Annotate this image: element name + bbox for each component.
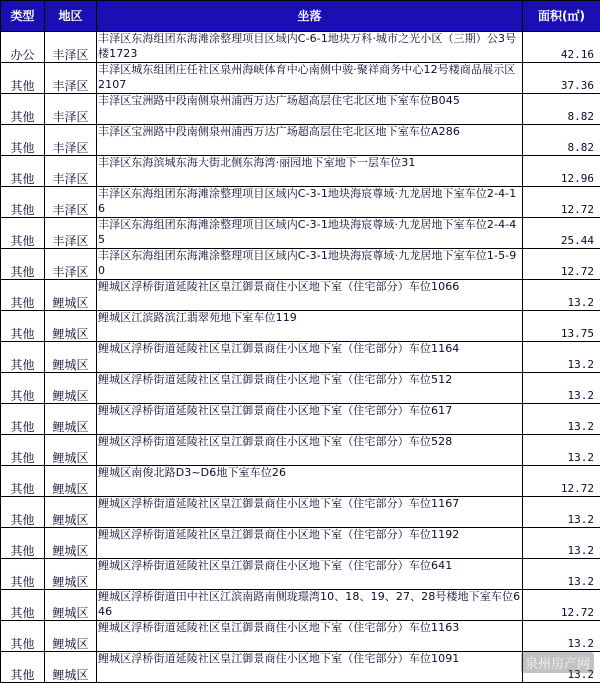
table-row [1,249,600,280]
table-row [1,342,600,373]
cell-area: 13.2 [523,342,600,373]
cell-area: 12.72 [523,590,600,621]
cell-district: 鲤城区 [45,280,97,311]
cell-district: 鲤城区 [45,559,97,590]
cell-area: 13.2 [523,621,600,652]
table-row [1,32,600,63]
cell-district: 丰泽区 [45,156,97,187]
cell-district: 丰泽区 [45,32,97,63]
cell-type: 其他 [1,125,45,156]
cell-location: 鲤城区浮桥街道延陵社区皇江御景商住小区地下室（住宅部分）车位1163 [97,621,523,652]
cell-location: 鲤城区浮桥街道延陵社区皇江御景商住小区地下室（住宅部分）车位1167 [97,497,523,528]
cell-location: 丰泽区东海组团东海滩涂整理项目区域内C-6-1地块万科·城市之光小区（三期）公3号楼1723 [97,32,523,63]
cell-area: 13.2 [523,373,600,404]
table-row [1,590,600,621]
cell-type: 其他 [1,559,45,590]
cell-type: 其他 [1,590,45,621]
cell-district: 丰泽区 [45,63,97,94]
cell-district: 鲤城区 [45,621,97,652]
cell-type: 其他 [1,466,45,497]
cell-location: 鲤城区浮桥街道延陵社区皇江御景商住小区地下室（住宅部分）车位641 [97,559,523,590]
table-row [1,218,600,249]
cell-location: 鲤城区浮桥街道延陵社区皇江御景商住小区地下室（住宅部分）车位1091 [97,652,523,683]
table-row [1,156,600,187]
cell-location: 丰泽区宝洲路中段南侧泉州浦西万达广场超高层住宅北区地下室车位A286 [97,125,523,156]
cell-district: 鲤城区 [45,652,97,683]
cell-district: 鲤城区 [45,590,97,621]
cell-district: 丰泽区 [45,218,97,249]
cell-area: 42.16 [523,32,600,63]
table-row [1,528,600,559]
table-row [1,435,600,466]
cell-district: 鲤城区 [45,342,97,373]
header-district: 地区 [45,1,97,32]
cell-district: 鲤城区 [45,373,97,404]
cell-location: 鲤城区浮桥街道延陵社区皇江御景商住小区地下室（住宅部分）车位1192 [97,528,523,559]
cell-location: 鲤城区浮桥街道田中社区江滨南路南侧珑璟湾10、18、19、27、28号楼地下室车位646 [97,590,523,621]
cell-type: 其他 [1,497,45,528]
cell-district: 丰泽区 [45,125,97,156]
cell-type: 其他 [1,94,45,125]
cell-district: 鲤城区 [45,311,97,342]
cell-type: 其他 [1,280,45,311]
cell-type: 其他 [1,218,45,249]
cell-district: 鲤城区 [45,404,97,435]
cell-area: 8.82 [523,94,600,125]
table-row [1,404,600,435]
cell-area: 13.2 [523,280,600,311]
cell-district: 鲤城区 [45,497,97,528]
cell-location: 丰泽区东海组团东海滩涂整理项目区域内C-3-1地块海宸尊域·九龙居地下室车位2-4-16 [97,187,523,218]
cell-location: 丰泽区东海组团东海滩涂整理项目区域内C-3-1地块海宸尊域·九龙居地下室车位1-5-90 [97,249,523,280]
cell-location: 鲤城区浮桥街道延陵社区皇江御景商住小区地下室（住宅部分）车位512 [97,373,523,404]
table-row [1,466,600,497]
cell-type: 其他 [1,621,45,652]
cell-type: 其他 [1,652,45,683]
cell-area: 13.75 [523,311,600,342]
header-area: 面积(㎡) [523,1,600,32]
cell-location: 鲤城区南俊北路D3~D6地下室车位26 [97,466,523,497]
cell-location: 丰泽区城东组团庄任社区泉州海峡体育中心南侧中骏·聚祥商务中心12号楼商品展示区2107 [97,63,523,94]
cell-location: 鲤城区浮桥街道延陵社区皇江御景商住小区地下室（住宅部分）车位1066 [97,280,523,311]
cell-type: 其他 [1,528,45,559]
table-row [1,311,600,342]
table-row [1,559,600,590]
cell-area: 8.82 [523,125,600,156]
table-row [1,94,600,125]
cell-district: 丰泽区 [45,187,97,218]
table-row [1,187,600,218]
table-row [1,621,600,652]
cell-location: 鲤城区浮桥街道延陵社区皇江御景商住小区地下室（住宅部分）车位528 [97,435,523,466]
cell-type: 其他 [1,156,45,187]
cell-type: 其他 [1,187,45,218]
cell-district: 鲤城区 [45,435,97,466]
cell-area: 13.2 [523,652,600,683]
cell-type: 其他 [1,404,45,435]
cell-area: 13.2 [523,435,600,466]
cell-area: 12.72 [523,466,600,497]
cell-location: 丰泽区宝洲路中段南侧泉州浦西万达广场超高层住宅北区地下室车位B045 [97,94,523,125]
cell-type: 其他 [1,311,45,342]
cell-type: 办公 [1,32,45,63]
cell-type: 其他 [1,249,45,280]
cell-area: 12.72 [523,187,600,218]
header-location: 坐落 [97,1,523,32]
cell-type: 其他 [1,342,45,373]
cell-district: 鲤城区 [45,466,97,497]
table-row [1,63,600,94]
cell-district: 丰泽区 [45,94,97,125]
cell-location: 鲤城区浮桥街道延陵社区皇江御景商住小区地下室（住宅部分）车位1164 [97,342,523,373]
header-type: 类型 [1,1,45,32]
cell-area: 12.72 [523,249,600,280]
table-row [1,373,600,404]
table-header-row [1,1,600,32]
cell-area: 13.2 [523,497,600,528]
table-row [1,125,600,156]
table-row [1,497,600,528]
cell-location: 鲤城区江滨路滨江翡翠苑地下室车位119 [97,311,523,342]
cell-area: 13.2 [523,404,600,435]
cell-location: 丰泽区东海滨城东海大街北侧东海湾·丽园地下室地下一层车位31 [97,156,523,187]
cell-area: 12.96 [523,156,600,187]
cell-location: 鲤城区浮桥街道延陵社区皇江御景商住小区地下室（住宅部分）车位617 [97,404,523,435]
cell-type: 其他 [1,435,45,466]
cell-type: 其他 [1,373,45,404]
cell-area: 13.2 [523,528,600,559]
cell-area: 25.44 [523,218,600,249]
watermark: 泉州房产网 [521,652,594,673]
cell-location: 丰泽区东海组团东海滩涂整理项目区域内C-3-1地块海宸尊域·九龙居地下室车位2-4-45 [97,218,523,249]
table-row [1,280,600,311]
cell-area: 13.2 [523,559,600,590]
cell-district: 丰泽区 [45,249,97,280]
table-row [1,652,600,683]
cell-type: 其他 [1,63,45,94]
cell-area: 37.36 [523,63,600,94]
cell-district: 鲤城区 [45,528,97,559]
